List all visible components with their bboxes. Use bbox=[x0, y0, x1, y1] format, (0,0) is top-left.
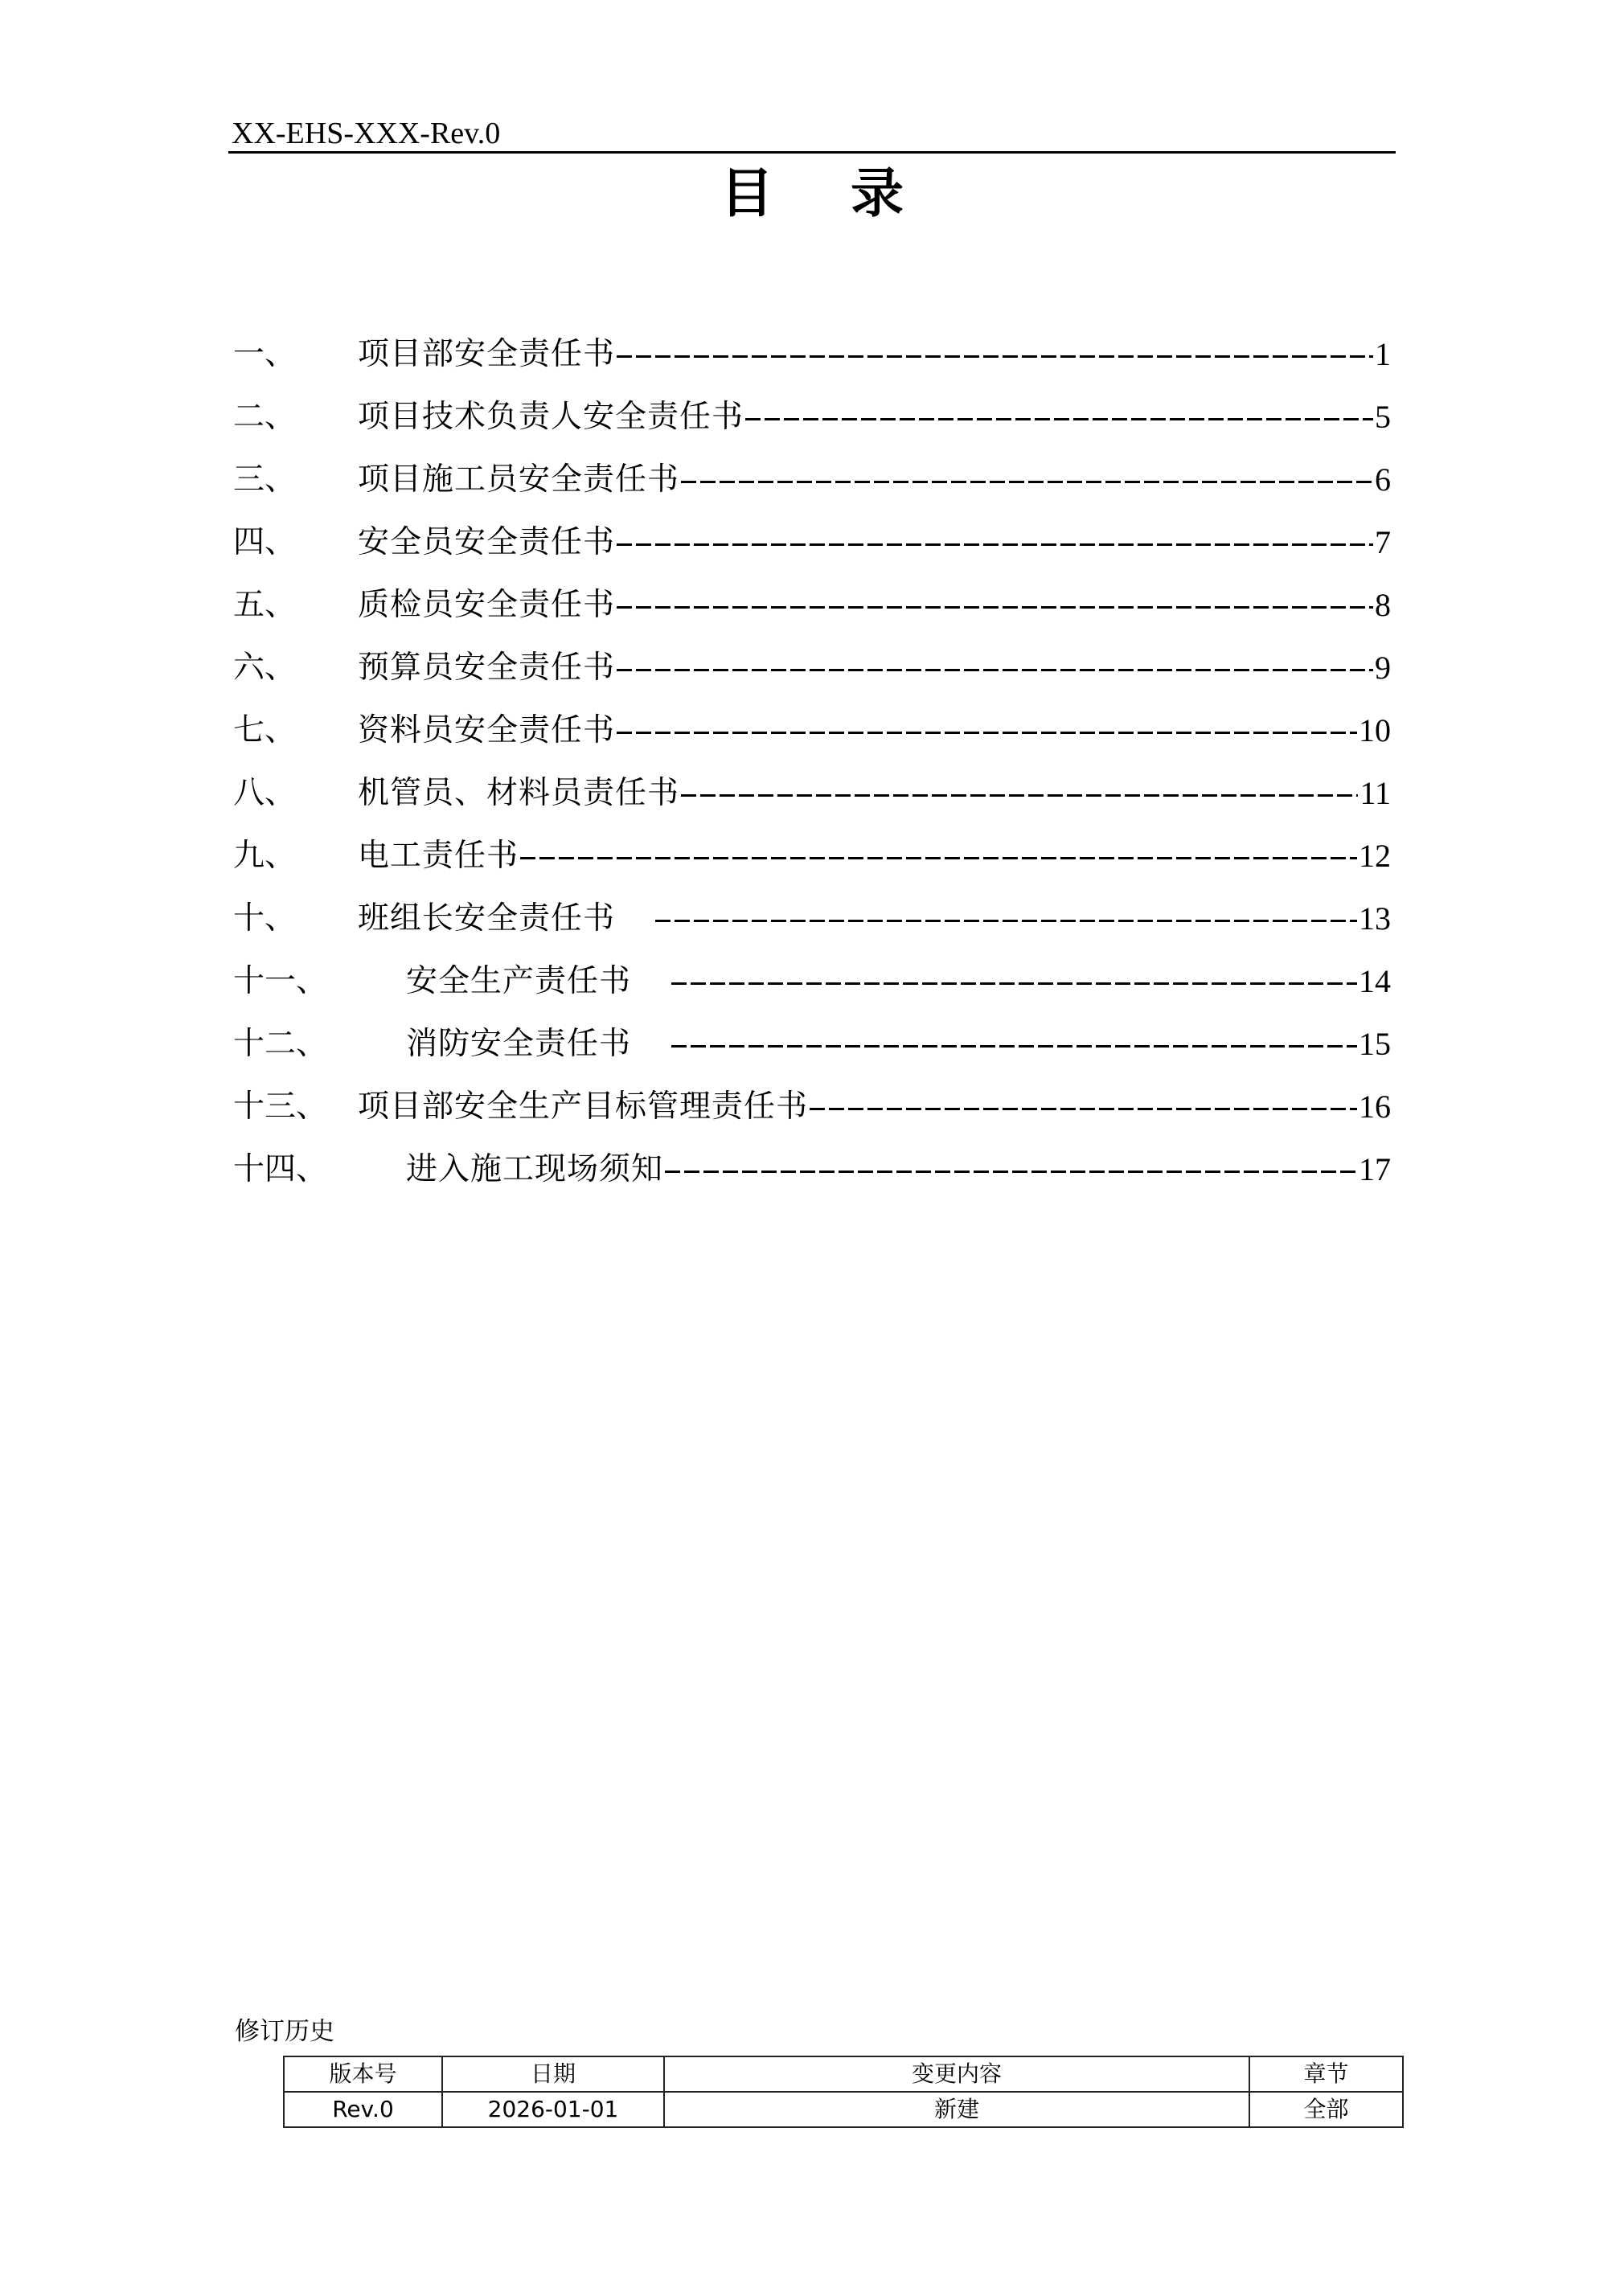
toc-entry-title: 预算员安全责任书 bbox=[358, 650, 616, 686]
toc-entry-number: 十四、 bbox=[233, 1151, 328, 1187]
table-row bbox=[284, 2092, 1403, 2127]
toc-entry-number: 六、 bbox=[233, 650, 297, 686]
toc-entry[interactable] bbox=[233, 449, 1391, 511]
toc-entry-title: 项目部安全生产目标管理责任书 bbox=[358, 1089, 809, 1125]
toc-entry-title: 消防安全责任书 bbox=[406, 1026, 632, 1062]
toc-entry-page-number: 6 bbox=[1375, 461, 1391, 498]
toc-entry-page-number: 5 bbox=[1375, 399, 1391, 435]
header-divider bbox=[228, 151, 1396, 154]
toc-leader-dashes bbox=[617, 355, 1373, 358]
toc-entry-page-number: 14 bbox=[1359, 963, 1391, 999]
toc-leader-dashes bbox=[810, 1108, 1357, 1110]
toc-entry[interactable] bbox=[233, 511, 1391, 574]
toc-entry-page-number: 11 bbox=[1359, 775, 1391, 811]
toc-entry-page-number: 1 bbox=[1375, 336, 1391, 372]
toc-entry-title: 项目部安全责任书 bbox=[358, 336, 616, 372]
cell-version: Rev.0 bbox=[284, 2092, 442, 2127]
toc-entry-page-number: 13 bbox=[1359, 900, 1391, 937]
cell-section: 全部 bbox=[1249, 2092, 1403, 2127]
toc-entry-title: 安全员安全责任书 bbox=[358, 524, 616, 560]
toc-entry-page-number: 16 bbox=[1359, 1089, 1391, 1125]
toc-entry[interactable] bbox=[233, 323, 1391, 386]
toc-entry-number: 二、 bbox=[233, 399, 297, 435]
toc-entry[interactable] bbox=[233, 762, 1391, 825]
toc-entry-number: 四、 bbox=[233, 524, 297, 560]
toc-entry-page-number: 15 bbox=[1359, 1026, 1391, 1062]
toc-entry-title: 班组长安全责任书 bbox=[358, 900, 616, 937]
toc-entry-number: 五、 bbox=[233, 587, 297, 623]
toc-entry-title: 项目技术负责人安全责任书 bbox=[358, 399, 744, 435]
toc-entry-title: 安全生产责任书 bbox=[406, 963, 632, 999]
revision-history-label: 修订历史 bbox=[235, 2017, 334, 2046]
toc-leader-dashes bbox=[671, 1045, 1357, 1048]
toc-entry[interactable] bbox=[233, 1076, 1391, 1138]
toc-entry[interactable] bbox=[233, 386, 1391, 449]
toc-entry-number: 十二、 bbox=[233, 1026, 328, 1062]
toc-entry-number: 十三、 bbox=[233, 1089, 328, 1125]
title-char-2: 录 bbox=[851, 162, 904, 224]
column-header-version: 版本号 bbox=[284, 2056, 442, 2092]
toc-leader-dashes bbox=[665, 1171, 1357, 1173]
table-of-contents bbox=[233, 323, 1391, 1201]
toc-entry-title: 资料员安全责任书 bbox=[358, 712, 616, 748]
toc-entry[interactable] bbox=[233, 1013, 1391, 1076]
toc-entry[interactable] bbox=[233, 950, 1391, 1013]
toc-leader-dashes bbox=[671, 982, 1357, 985]
toc-entry[interactable] bbox=[233, 637, 1391, 699]
toc-entry-title: 项目施工员安全责任书 bbox=[358, 461, 680, 498]
toc-entry-page-number: 10 bbox=[1359, 712, 1391, 748]
toc-entry[interactable] bbox=[233, 574, 1391, 637]
toc-entry-title: 电工责任书 bbox=[358, 838, 519, 874]
toc-leader-dashes bbox=[681, 481, 1373, 483]
toc-entry-page-number: 8 bbox=[1375, 587, 1391, 623]
toc-entry-title: 机管员、材料员责任书 bbox=[358, 775, 680, 811]
toc-leader-dashes bbox=[520, 857, 1357, 859]
toc-entry-number: 八、 bbox=[233, 775, 297, 811]
toc-leader-dashes bbox=[617, 606, 1373, 609]
toc-leader-dashes bbox=[745, 418, 1373, 420]
toc-entry-page-number: 7 bbox=[1375, 524, 1391, 560]
document-code: XX-EHS-XXX-Rev.0 bbox=[232, 117, 501, 150]
toc-entry-number: 三、 bbox=[233, 461, 297, 498]
toc-leader-dashes bbox=[655, 920, 1357, 922]
table-header-row bbox=[284, 2056, 1403, 2092]
toc-entry[interactable] bbox=[233, 888, 1391, 950]
toc-entry-page-number: 12 bbox=[1359, 838, 1391, 874]
column-header-change: 变更内容 bbox=[664, 2056, 1249, 2092]
toc-leader-dashes bbox=[617, 669, 1373, 671]
column-header-date: 日期 bbox=[442, 2056, 664, 2092]
title-char-1: 目 bbox=[720, 162, 773, 224]
column-header-section: 章节 bbox=[1249, 2056, 1403, 2092]
toc-entry-number: 十、 bbox=[233, 900, 297, 937]
toc-entry-page-number: 9 bbox=[1375, 650, 1391, 686]
page-title bbox=[0, 161, 1624, 225]
revision-history-table bbox=[283, 2056, 1404, 2128]
toc-entry-number: 七、 bbox=[233, 712, 297, 748]
toc-entry-title: 质检员安全责任书 bbox=[358, 587, 616, 623]
toc-entry-page-number: 17 bbox=[1359, 1151, 1391, 1187]
toc-entry[interactable] bbox=[233, 699, 1391, 762]
cell-date: 2026-01-01 bbox=[442, 2092, 664, 2127]
toc-entry[interactable] bbox=[233, 825, 1391, 888]
cell-change: 新建 bbox=[664, 2092, 1249, 2127]
toc-entry[interactable] bbox=[233, 1138, 1391, 1201]
toc-leader-dashes bbox=[617, 543, 1373, 546]
toc-leader-dashes bbox=[681, 794, 1358, 797]
toc-leader-dashes bbox=[617, 732, 1357, 734]
toc-entry-number: 九、 bbox=[233, 838, 297, 874]
toc-entry-title: 进入施工现场须知 bbox=[406, 1151, 664, 1187]
toc-entry-number: 十一、 bbox=[233, 963, 328, 999]
toc-entry-number: 一、 bbox=[233, 336, 297, 372]
